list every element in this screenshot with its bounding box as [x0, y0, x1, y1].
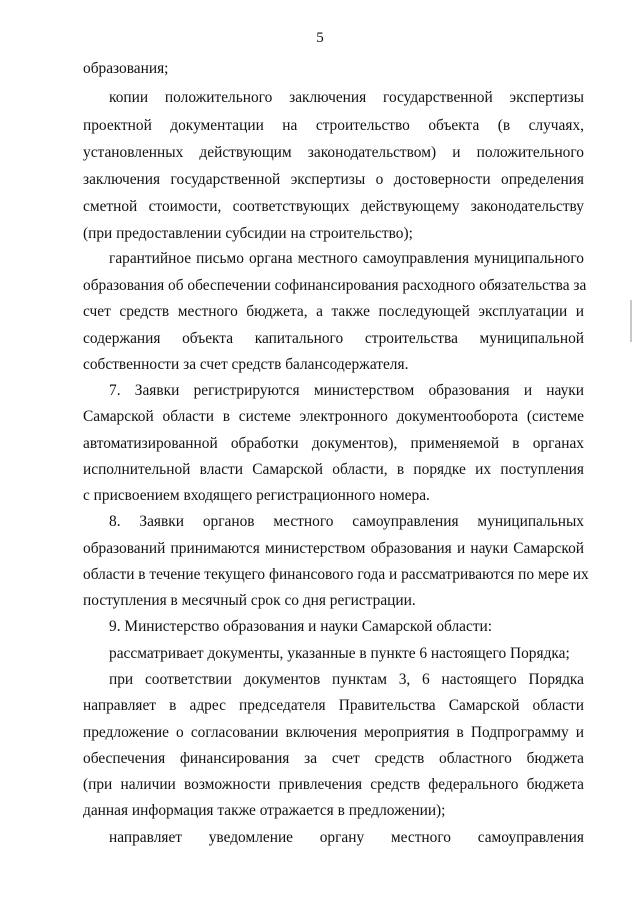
text-line: обеспечения финансирования за счет средств областного бюджета — [83, 750, 584, 767]
text-line: автоматизированной обработки документов), применяемой в органах — [83, 435, 584, 452]
text-line: предложение о согласовании включения мероприятия в Подпрограмму и — [83, 724, 584, 741]
text-line: образований принимаются министерством образования и науки Самарской — [83, 540, 584, 557]
text-line: заключения государственной экспертизы о достоверности определения — [83, 171, 584, 188]
text-line: поступления в месячный срок со дня регистрации. — [83, 592, 416, 609]
text-line: сметной стоимости, соответствующих действующему законодательству — [83, 198, 584, 215]
text-line: (при предоставлении субсидии на строительство); — [83, 225, 413, 242]
text-line: проектной документации на строительство объекта (в случаях, — [83, 117, 584, 134]
text-line: Самарской области в системе электронного документооборота (системе — [83, 408, 584, 425]
text-line: области в течение текущего финансового года и рассматриваются по мере их — [83, 566, 589, 583]
text-line: счет средств местного бюджета, а также последующей эксплуатации и — [83, 303, 584, 320]
text-line: исполнительной власти Самарской области, в порядке их поступления — [83, 461, 584, 478]
text-line: (при наличии возможности привлечения средств федерального бюджета — [83, 776, 584, 793]
text-line: 7. Заявки регистрируются министерством образования и науки — [109, 382, 584, 399]
page-number: 5 — [316, 30, 324, 46]
text-line: при соответствии документов пунктам 3, 6 настоящего Порядка — [109, 671, 584, 688]
text-line: 8. Заявки органов местного самоуправления муниципальных — [109, 513, 584, 530]
text-line: направляет уведомление органу местного самоуправления — [109, 829, 584, 846]
text-line: образования; — [83, 60, 169, 77]
scan-edge-mark — [630, 300, 632, 342]
text-line: данная информация также отражается в предложении); — [83, 802, 446, 819]
text-line: рассматривает документы, указанные в пункте 6 настоящего Порядка; — [109, 645, 570, 662]
text-line: 9. Министерство образования и науки Самарской области: — [109, 618, 493, 635]
text-line: собственности за счет средств балансодержателя. — [83, 356, 409, 373]
text-line: гарантийное письмо органа местного самоуправления муниципального — [109, 250, 584, 267]
text-line: с присвоением входящего регистрационного номера. — [83, 487, 430, 504]
text-line: направляет в адрес председателя Правительства Самарской области — [83, 697, 584, 714]
text-line: копии положительного заключения государственной экспертизы — [109, 89, 584, 106]
text-line: образования об обеспечении софинансирования расходного обязательства за — [83, 277, 587, 294]
text-line: установленных действующим законодательством) и положительного — [83, 144, 584, 161]
text-line: содержания объекта капитального строительства муниципальной — [83, 330, 584, 347]
